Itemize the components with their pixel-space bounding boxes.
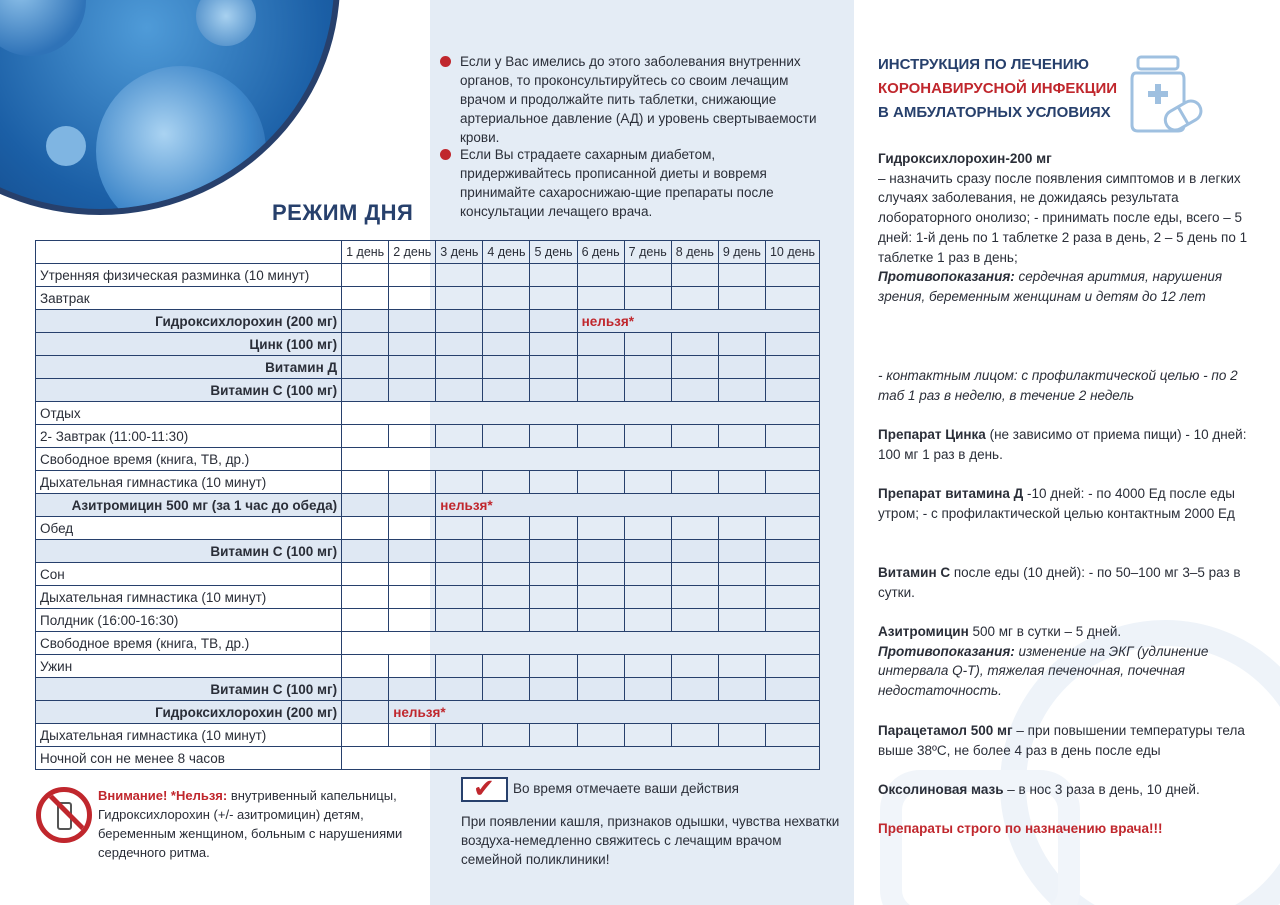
day-header-1: 1 день bbox=[342, 241, 389, 264]
check-cell[interactable] bbox=[765, 425, 819, 448]
schedule-row bbox=[36, 425, 820, 448]
check-cell[interactable] bbox=[577, 609, 624, 632]
activity-label: Цинк (100 мг) bbox=[36, 333, 342, 356]
zinc-block bbox=[878, 425, 1248, 464]
check-cell[interactable] bbox=[718, 517, 765, 540]
warning-note bbox=[98, 786, 423, 862]
instruction-title bbox=[878, 53, 1117, 125]
check-cell[interactable] bbox=[389, 471, 436, 494]
oxo-block bbox=[878, 780, 1248, 800]
day-header-2: 2 день bbox=[389, 241, 436, 264]
check-cell[interactable] bbox=[671, 678, 718, 701]
check-cell[interactable] bbox=[624, 563, 671, 586]
check-cell[interactable] bbox=[765, 264, 819, 287]
check-cell[interactable] bbox=[389, 563, 436, 586]
check-cell[interactable] bbox=[671, 379, 718, 402]
activity-label: Азитромицин 500 мг (за 1 час до обеда) bbox=[36, 494, 342, 517]
check-cell[interactable] bbox=[624, 724, 671, 747]
check-cell[interactable] bbox=[577, 333, 624, 356]
check-cell[interactable] bbox=[483, 333, 530, 356]
check-cell[interactable] bbox=[483, 724, 530, 747]
check-cell[interactable] bbox=[436, 425, 483, 448]
activity-label: Ужин bbox=[36, 655, 342, 678]
schedule-header-row bbox=[36, 241, 820, 264]
check-cell[interactable] bbox=[624, 333, 671, 356]
check-cell[interactable] bbox=[577, 425, 624, 448]
check-cell[interactable] bbox=[483, 310, 530, 333]
check-cell[interactable] bbox=[483, 356, 530, 379]
check-cell[interactable] bbox=[624, 678, 671, 701]
check-cell[interactable] bbox=[342, 724, 389, 747]
check-cell[interactable] bbox=[389, 425, 436, 448]
check-cell[interactable] bbox=[483, 471, 530, 494]
check-cell[interactable] bbox=[671, 563, 718, 586]
schedule-row bbox=[36, 563, 820, 586]
warning-text: внутривенный капельницы, Гидроксихлорохин (+/- азитромицин) детям, беременным женщином, больным с нарушениями сердечного ритма. bbox=[98, 788, 403, 860]
activity-label: Утренняя физическая разминка (10 минут) bbox=[36, 264, 342, 287]
no-iv-drip-icon bbox=[36, 787, 92, 843]
red-bullet-icon bbox=[440, 149, 451, 160]
check-cell[interactable] bbox=[577, 287, 624, 310]
check-cell[interactable] bbox=[530, 540, 577, 563]
check-cell[interactable] bbox=[718, 655, 765, 678]
check-cell[interactable] bbox=[530, 287, 577, 310]
instruction-title-line1: ИНСТРУКЦИЯ ПО ЛЕЧЕНИЮ bbox=[878, 56, 1089, 73]
check-cell[interactable] bbox=[671, 425, 718, 448]
checkmark-icon: ✔ bbox=[473, 773, 495, 803]
activity-label: Свободное время (книга, ТВ, др.) bbox=[36, 448, 342, 471]
check-cell[interactable] bbox=[483, 425, 530, 448]
check-cell[interactable] bbox=[577, 379, 624, 402]
check-cell[interactable] bbox=[342, 264, 389, 287]
coronavirus-image bbox=[0, 0, 340, 215]
vitc-text: после еды (10 дней): - по 50–100 мг 3–5 раз в сутки. bbox=[878, 565, 1241, 600]
check-cell[interactable] bbox=[718, 678, 765, 701]
check-cell[interactable] bbox=[577, 356, 624, 379]
check-cell[interactable] bbox=[624, 471, 671, 494]
oxo-name: Оксолиновая мазь bbox=[878, 782, 1004, 797]
check-cell[interactable] bbox=[342, 494, 389, 517]
activity-label: Сон bbox=[36, 563, 342, 586]
check-cell[interactable] bbox=[483, 540, 530, 563]
check-cell[interactable] bbox=[436, 609, 483, 632]
activity-label: Витамин Д bbox=[36, 356, 342, 379]
check-cell[interactable] bbox=[530, 517, 577, 540]
check-cell[interactable] bbox=[389, 724, 436, 747]
schedule-row bbox=[36, 609, 820, 632]
check-cell[interactable] bbox=[718, 425, 765, 448]
forbidden-label: нельзя* bbox=[581, 313, 634, 329]
check-cell[interactable] bbox=[671, 540, 718, 563]
check-cell[interactable] bbox=[577, 678, 624, 701]
check-cell[interactable] bbox=[389, 287, 436, 310]
check-cell[interactable] bbox=[765, 724, 819, 747]
check-cell[interactable] bbox=[577, 563, 624, 586]
schedule-row bbox=[36, 402, 820, 425]
header-empty-cell bbox=[36, 241, 342, 264]
merged-day-cell bbox=[342, 632, 820, 655]
schedule-row bbox=[36, 586, 820, 609]
day-header-5: 5 день bbox=[530, 241, 577, 264]
check-cell[interactable] bbox=[436, 264, 483, 287]
check-cell[interactable] bbox=[342, 563, 389, 586]
bullet-internal-organs bbox=[440, 52, 830, 147]
check-cell[interactable] bbox=[342, 310, 389, 333]
hcq-contact-text: - контактным лицом: с профилактической целью - по 2 таб 1 раз в неделю, в течение 2 недель bbox=[878, 368, 1238, 403]
check-cell[interactable] bbox=[389, 333, 436, 356]
virus-particle bbox=[46, 126, 86, 166]
schedule-row bbox=[36, 471, 820, 494]
red-bullet-icon bbox=[440, 56, 451, 67]
day-header-3: 3 день bbox=[436, 241, 483, 264]
activity-label: Ночной сон не менее 8 часов bbox=[36, 747, 342, 770]
para-text: – при повышении температуры тела выше 38ºС, не более 4 раз в день после еды bbox=[878, 723, 1245, 758]
check-cell[interactable] bbox=[436, 724, 483, 747]
check-cell[interactable] bbox=[671, 609, 718, 632]
check-cell[interactable] bbox=[342, 586, 389, 609]
vitc-block bbox=[878, 563, 1248, 602]
check-cell[interactable] bbox=[530, 379, 577, 402]
check-cell[interactable] bbox=[530, 356, 577, 379]
check-cell[interactable] bbox=[389, 655, 436, 678]
azi-text: 500 мг в сутки – 5 дней. bbox=[968, 624, 1122, 639]
check-cell[interactable] bbox=[342, 471, 389, 494]
day-header-7: 7 день bbox=[624, 241, 671, 264]
merged-day-cell bbox=[342, 448, 820, 471]
activity-label: Гидроксихлорохин (200 мг) bbox=[36, 310, 342, 333]
check-cell[interactable] bbox=[342, 609, 389, 632]
check-cell[interactable] bbox=[530, 264, 577, 287]
hcq-name: Гидроксихлорохин-200 мг bbox=[878, 151, 1052, 166]
check-cell[interactable] bbox=[624, 356, 671, 379]
check-cell[interactable] bbox=[436, 379, 483, 402]
check-cell[interactable] bbox=[483, 586, 530, 609]
activity-label: Дыхательная гимнастика (10 минут) bbox=[36, 586, 342, 609]
activity-label: Витамин С (100 мг) bbox=[36, 379, 342, 402]
check-cell[interactable] bbox=[671, 333, 718, 356]
activity-label: Отдых bbox=[36, 402, 342, 425]
azi-block bbox=[878, 622, 1248, 701]
check-cell[interactable] bbox=[342, 356, 389, 379]
activity-label: Дыхательная гимнастика (10 минут) bbox=[36, 724, 342, 747]
check-cell[interactable] bbox=[436, 471, 483, 494]
check-cell[interactable] bbox=[577, 471, 624, 494]
day-header-8: 8 день bbox=[671, 241, 718, 264]
check-cell[interactable] bbox=[530, 724, 577, 747]
check-cell[interactable] bbox=[389, 494, 436, 517]
schedule-row bbox=[36, 747, 820, 770]
vitd-text: -10 дней: - по 4000 Ед после еды утром; - с профилактической целью контактным 2000 Ед bbox=[878, 486, 1235, 521]
check-cell[interactable] bbox=[436, 356, 483, 379]
check-cell[interactable] bbox=[765, 563, 819, 586]
check-cell[interactable] bbox=[483, 678, 530, 701]
check-cell[interactable] bbox=[765, 471, 819, 494]
check-cell[interactable] bbox=[483, 264, 530, 287]
medicine-jar-icon bbox=[1128, 55, 1204, 135]
check-cell[interactable] bbox=[577, 517, 624, 540]
activity-label: Витамин С (100 мг) bbox=[36, 678, 342, 701]
check-cell[interactable] bbox=[624, 517, 671, 540]
check-cell[interactable] bbox=[624, 379, 671, 402]
check-cell[interactable] bbox=[483, 655, 530, 678]
check-cell[interactable] bbox=[436, 517, 483, 540]
check-cell[interactable] bbox=[671, 264, 718, 287]
check-cell[interactable] bbox=[483, 287, 530, 310]
check-cell[interactable] bbox=[718, 563, 765, 586]
check-cell[interactable] bbox=[436, 540, 483, 563]
schedule-row bbox=[36, 517, 820, 540]
vitd-block bbox=[878, 484, 1248, 523]
check-cell[interactable] bbox=[436, 586, 483, 609]
check-cell[interactable] bbox=[577, 655, 624, 678]
check-cell[interactable] bbox=[530, 563, 577, 586]
check-cell[interactable] bbox=[530, 609, 577, 632]
check-cell[interactable] bbox=[624, 287, 671, 310]
check-cell[interactable] bbox=[436, 563, 483, 586]
schedule-row bbox=[36, 655, 820, 678]
check-cell[interactable] bbox=[389, 310, 436, 333]
activity-label: Дыхательная гимнастика (10 минут) bbox=[36, 471, 342, 494]
day-header-10: 10 день bbox=[765, 241, 819, 264]
check-cell[interactable] bbox=[765, 540, 819, 563]
hcq-text: – назначить сразу после появления симптомов и в легких случаях заболевания, не дожидаясь результата лобораторного онолизо; - принимать после еды, всего – 5 дней: 1-й день по 1 таблетке 2 раза в день, 2 – 5 день по 1 таблетке 1 раз в день; bbox=[878, 170, 1248, 265]
para-block bbox=[878, 721, 1248, 760]
schedule-row bbox=[36, 287, 820, 310]
activity-label: 2- Завтрак (11:00-11:30) bbox=[36, 425, 342, 448]
forbidden-cell bbox=[389, 701, 820, 724]
schedule-row bbox=[36, 701, 820, 724]
hcq-contact-block bbox=[878, 366, 1248, 405]
check-cell[interactable] bbox=[624, 425, 671, 448]
check-cell[interactable] bbox=[342, 287, 389, 310]
check-cell[interactable] bbox=[671, 287, 718, 310]
check-cell[interactable] bbox=[718, 333, 765, 356]
check-cell[interactable] bbox=[389, 586, 436, 609]
check-cell[interactable] bbox=[718, 471, 765, 494]
check-cell[interactable] bbox=[436, 287, 483, 310]
check-cell[interactable] bbox=[718, 586, 765, 609]
check-cell[interactable] bbox=[765, 655, 819, 678]
check-cell[interactable] bbox=[389, 264, 436, 287]
para-name: Парацетамол 500 мг bbox=[878, 723, 1013, 738]
regime-title: РЕЖИМ ДНЯ bbox=[272, 200, 414, 225]
merged-day-cell bbox=[342, 402, 820, 425]
virus-particle bbox=[0, 0, 86, 56]
check-cell[interactable] bbox=[765, 287, 819, 310]
schedule-row bbox=[36, 540, 820, 563]
check-cell[interactable] bbox=[718, 287, 765, 310]
schedule-row bbox=[36, 264, 820, 287]
zinc-name: Препарат Цинка bbox=[878, 427, 986, 442]
virus-particle bbox=[96, 66, 266, 215]
warning-highlight: Внимание! *Нельзя: bbox=[98, 788, 228, 803]
check-cell[interactable] bbox=[530, 678, 577, 701]
check-cell[interactable] bbox=[577, 540, 624, 563]
check-cell[interactable] bbox=[718, 264, 765, 287]
check-cell[interactable] bbox=[530, 655, 577, 678]
check-cell[interactable] bbox=[342, 517, 389, 540]
check-cell[interactable] bbox=[389, 379, 436, 402]
daily-schedule-table bbox=[35, 240, 820, 770]
forbidden-cell bbox=[577, 310, 819, 333]
merged-day-cell bbox=[342, 747, 820, 770]
checkbox-example[interactable] bbox=[461, 773, 508, 803]
schedule-row bbox=[36, 448, 820, 471]
check-cell[interactable] bbox=[577, 724, 624, 747]
bullet-text: Если Вы страдаете сахарным диабетом, придерживайтесь прописанной диеты и вовремя принимайте сахароснижаю-щие препараты после консультации лечащего врача. bbox=[460, 147, 774, 219]
check-cell[interactable] bbox=[530, 471, 577, 494]
check-cell[interactable] bbox=[389, 678, 436, 701]
check-cell[interactable] bbox=[342, 655, 389, 678]
check-cell[interactable] bbox=[765, 379, 819, 402]
check-cell[interactable] bbox=[342, 540, 389, 563]
check-legend-text: Во время отмечаете ваши действия bbox=[513, 781, 739, 796]
check-cell[interactable] bbox=[389, 356, 436, 379]
check-cell[interactable] bbox=[389, 517, 436, 540]
check-cell[interactable] bbox=[530, 586, 577, 609]
check-cell[interactable] bbox=[718, 724, 765, 747]
check-cell[interactable] bbox=[671, 471, 718, 494]
azi-name: Азитромицин bbox=[878, 624, 969, 639]
forbidden-label: нельзя* bbox=[440, 497, 493, 513]
activity-label: Свободное время (книга, ТВ, др.) bbox=[36, 632, 342, 655]
schedule-row bbox=[36, 310, 820, 333]
check-cell[interactable] bbox=[765, 586, 819, 609]
check-cell[interactable] bbox=[483, 517, 530, 540]
check-cell[interactable] bbox=[436, 678, 483, 701]
activity-label: Гидроксихлорохин (200 мг) bbox=[36, 701, 342, 724]
check-cell[interactable] bbox=[436, 310, 483, 333]
azi-contra-text: изменение на ЭКГ (удлинение интервала Q-T), тяжелая печеночная, почечная недостаточность. bbox=[878, 643, 1209, 699]
vitd-name: Препарат витамина Д bbox=[878, 486, 1024, 501]
activity-label: Полдник (16:00-16:30) bbox=[36, 609, 342, 632]
activity-label: Обед bbox=[36, 517, 342, 540]
check-cell[interactable] bbox=[624, 655, 671, 678]
bullet-text: Если у Вас имелись до этого заболевания внутренних органов, то проконсультируйтесь со своим лечащим врачом и продолжайте пить таблетки, снижающие артериальное давление (АД) и уровень свертываемости крови. bbox=[460, 54, 817, 145]
check-cell[interactable] bbox=[342, 333, 389, 356]
check-cell[interactable] bbox=[530, 425, 577, 448]
final-note: Препараты строго по назначению врача!!! bbox=[878, 821, 1163, 836]
check-cell[interactable] bbox=[765, 333, 819, 356]
check-cell[interactable] bbox=[718, 379, 765, 402]
forbidden-label: нельзя* bbox=[393, 704, 446, 720]
cough-notice: При появлении кашля, признаков одышки, чувства нехватки воздуха-немедленно свяжитесь с лечащим врачом семейной поликлиники! bbox=[461, 814, 840, 867]
check-cell[interactable] bbox=[577, 586, 624, 609]
check-cell[interactable] bbox=[765, 517, 819, 540]
check-cell[interactable] bbox=[389, 609, 436, 632]
check-cell[interactable] bbox=[483, 379, 530, 402]
schedule-row bbox=[36, 333, 820, 356]
vitc-name: Витамин С bbox=[878, 565, 951, 580]
schedule-row bbox=[36, 724, 820, 747]
hcq-contra-label: Противопоказания: bbox=[878, 269, 1015, 285]
check-cell[interactable] bbox=[765, 678, 819, 701]
schedule-row bbox=[36, 494, 820, 517]
schedule-row bbox=[36, 379, 820, 402]
check-cell[interactable] bbox=[671, 655, 718, 678]
instruction-title-line3: В АМБУЛАТОРНЫХ УСЛОВИЯХ bbox=[878, 104, 1111, 121]
check-cell[interactable] bbox=[483, 609, 530, 632]
oxo-text: – в нос 3 раза в день, 10 дней. bbox=[1003, 782, 1200, 797]
day-header-4: 4 день bbox=[483, 241, 530, 264]
check-cell[interactable] bbox=[342, 678, 389, 701]
check-cell[interactable] bbox=[765, 356, 819, 379]
check-cell[interactable] bbox=[530, 310, 577, 333]
check-cell[interactable] bbox=[718, 356, 765, 379]
azi-contra-label: Противопоказания: bbox=[878, 643, 1015, 659]
forbidden-cell bbox=[436, 494, 820, 517]
check-cell[interactable] bbox=[530, 333, 577, 356]
check-cell[interactable] bbox=[718, 609, 765, 632]
check-cell[interactable] bbox=[624, 609, 671, 632]
schedule-row bbox=[36, 356, 820, 379]
day-header-6: 6 день bbox=[577, 241, 624, 264]
check-cell[interactable] bbox=[483, 563, 530, 586]
virus-particle bbox=[196, 0, 256, 46]
bullet-diabetes bbox=[440, 145, 830, 221]
schedule-row bbox=[36, 632, 820, 655]
hcq-block bbox=[878, 149, 1248, 307]
day-header-9: 9 день bbox=[718, 241, 765, 264]
check-cell[interactable] bbox=[342, 425, 389, 448]
check-cell[interactable] bbox=[765, 609, 819, 632]
check-cell[interactable] bbox=[436, 655, 483, 678]
check-cell[interactable] bbox=[624, 586, 671, 609]
activity-label: Витамин С (100 мг) bbox=[36, 540, 342, 563]
activity-label: Завтрак bbox=[36, 287, 342, 310]
check-cell[interactable] bbox=[671, 517, 718, 540]
check-cell[interactable] bbox=[436, 333, 483, 356]
check-cell[interactable] bbox=[671, 724, 718, 747]
check-cell[interactable] bbox=[342, 701, 389, 724]
zinc-text: (не зависимо от приема пищи) - 10 дней: 100 мг 1 раз в день. bbox=[878, 427, 1247, 462]
check-cell[interactable] bbox=[624, 264, 671, 287]
check-cell[interactable] bbox=[342, 379, 389, 402]
hcq-contra-text: сердечная аритмия, нарушения зрения, беременным женщинам и детям до 12 лет bbox=[878, 269, 1223, 304]
check-cell[interactable] bbox=[577, 264, 624, 287]
check-cell[interactable] bbox=[718, 540, 765, 563]
check-cell[interactable] bbox=[671, 586, 718, 609]
check-cell[interactable] bbox=[389, 540, 436, 563]
instruction-title-line2: КОРОНАВИРУСНОЙ ИНФЕКЦИИ bbox=[878, 80, 1118, 97]
schedule-row bbox=[36, 678, 820, 701]
check-cell[interactable] bbox=[624, 540, 671, 563]
check-cell[interactable] bbox=[671, 356, 718, 379]
